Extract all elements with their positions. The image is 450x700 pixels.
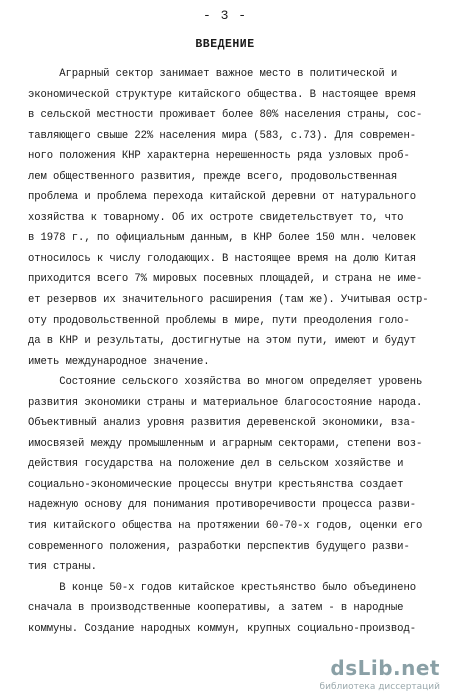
text-line: ет резервов их значительного расширения (там же). Учитывая остр- [28, 294, 429, 307]
text-line: тия страны. [28, 561, 97, 574]
text-line: хозяйства к товарному. Об их остроте свидетельствует то, что [28, 211, 404, 224]
text-line: оту продовольственной проблемы в мире, пути преодоления голо- [28, 314, 410, 327]
text-line: надежную основу для понимания противоречивости процесса разви- [28, 499, 416, 512]
text-line: ного положения КНР характерна нерешенность ряда узловых проб- [28, 150, 410, 163]
text-line: в 1978 г., по официальным данным, в КНР более 150 млн. человек [28, 232, 416, 245]
text-line: Аграрный сектор занимает важное место в политической и [28, 68, 398, 80]
text-line: тавляющего свыше 22% населения мира (583, с.73). Для современ- [28, 129, 416, 142]
text-line: да в КНР и результаты, достигнутые на этом пути, имеют и будут [28, 335, 416, 348]
text-line: тия китайского общества на протяжении 60-70-х годов, оценки его [28, 520, 423, 533]
text-line: экономической структуре китайского общества. В настоящее время [28, 88, 416, 101]
text-line: относилось к числу голодающих. В настоящее время на долю Китая [28, 252, 416, 265]
text-line: лем общественного развития, прежде всего, продовольственная [28, 170, 398, 183]
text-line: действия государства на положение дел в сельском хозяйстве и [28, 458, 404, 471]
text-line: В конце 50-х годов китайское крестьянство было объединено [28, 581, 416, 594]
text-line: современного положения, разработки перспектив будущего разви- [28, 540, 410, 553]
page-number: - 3 - [202, 8, 247, 23]
text-line: проблема и проблема перехода китайской деревни от натурального [28, 191, 416, 204]
text-line: коммуны. Создание народных коммун, крупных социально-производ- [28, 622, 416, 635]
body-text [28, 64, 428, 639]
text-line: сначала в производственные кооперативы, а затем - в народные [28, 602, 404, 615]
watermark-subtitle: библиотека диссертаций [319, 682, 440, 692]
text-line: развития экономики страны и материальное благосостояние народа. [28, 396, 423, 409]
text-line: Объективный анализ уровня развития деревенской экономики, вза- [28, 417, 416, 430]
site-watermark [310, 656, 440, 696]
watermark-logo: dsLib.net [330, 656, 440, 680]
text-line: имосвязей между промышленным и аграрным секторами, степени воз- [28, 437, 423, 450]
text-line: социально-экономические процессы внутри крестьянства создает [28, 478, 404, 491]
text-line: в сельской местности проживает более 80% населения страны, сос- [28, 109, 423, 122]
text-line: Состояние сельского хозяйства во многом определяет уровень [28, 376, 423, 389]
section-heading: ВВЕДЕНИЕ [195, 38, 255, 51]
text-line: иметь международное значение. [28, 355, 210, 368]
text-line: приходится всего 7% мировых посевных площадей, и страна не име- [28, 273, 423, 286]
